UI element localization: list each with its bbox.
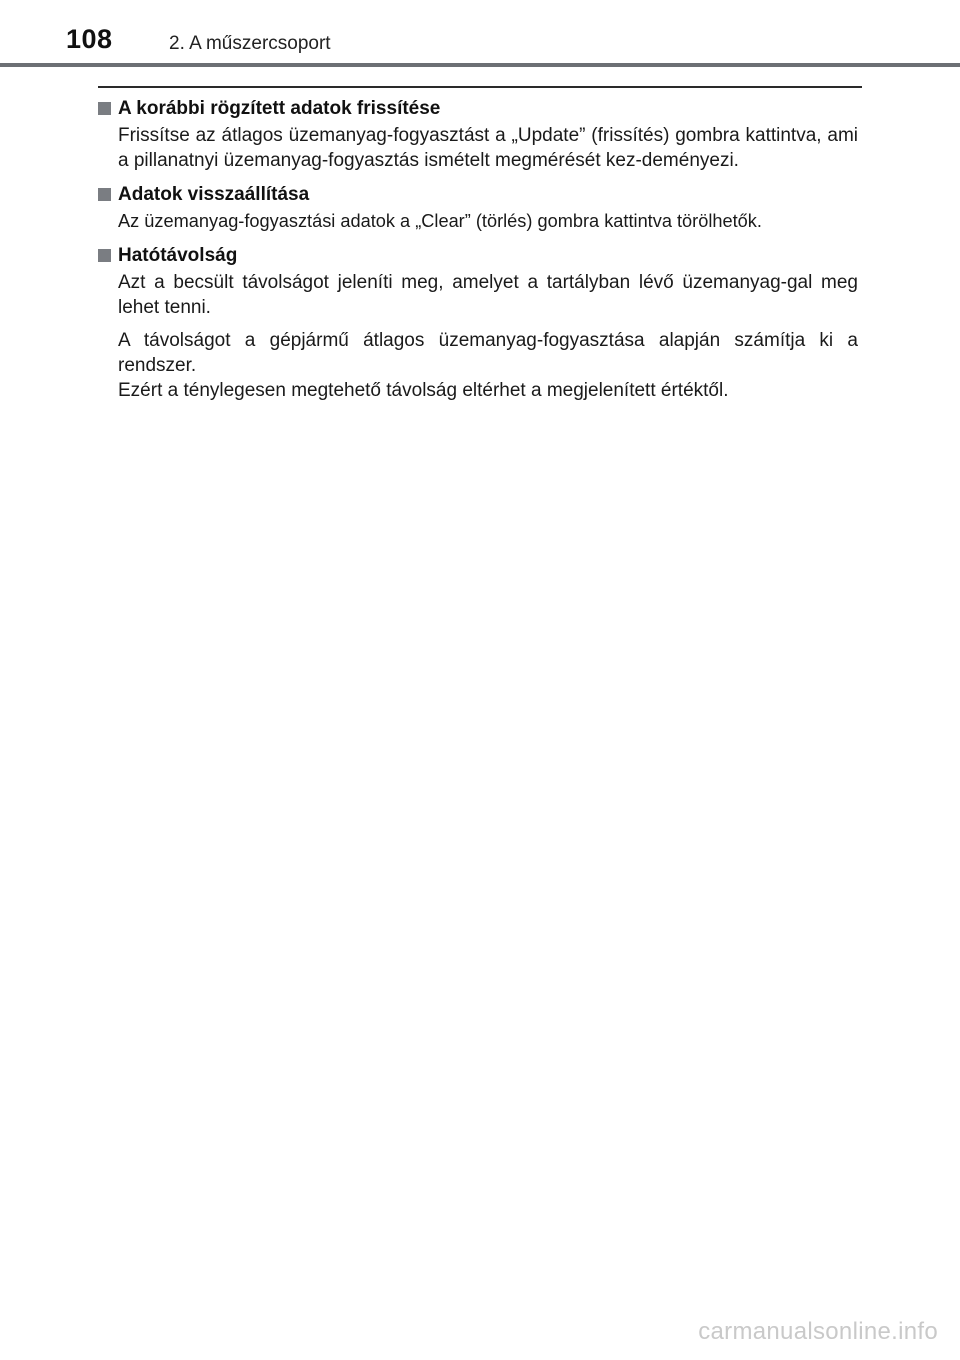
section-heading-text: Adatok visszaállítása xyxy=(118,184,310,205)
section-heading xyxy=(98,243,858,268)
page-header xyxy=(0,0,960,68)
page-number: 108 xyxy=(66,24,113,54)
square-bullet-icon xyxy=(98,188,111,201)
section-range xyxy=(98,243,858,403)
section-paragraph: A távolságot a gépjármű átlagos üzemanyag-fogyasztása alapján számítja ki a rendszer. xyxy=(118,330,858,376)
chapter-title: 2. A műszercsoport xyxy=(169,33,331,54)
section-paragraph: Azt a becsült távolságot jeleníti meg, amelyet a tartályban lévő üzemanyag-gal meg lehet tenni. xyxy=(118,272,858,318)
section-paragraph: Frissítse az átlagos üzemanyag-fogyasztást a „Update” (frissítés) gombra kattintva, ami a pillanatnyi üzemanyag-fogyasztás ismételt megmérését kez-deményezi. xyxy=(118,125,858,171)
section-paragraph: Az üzemanyag-fogyasztási adatok a „Clear” (törlés) gombra kattintva törölhetők. xyxy=(118,211,762,231)
section-paragraph: Ezért a ténylegesen megtehető távolság eltérhet a megjelenített értéktől. xyxy=(118,380,729,401)
section-heading-text: Hatótávolság xyxy=(118,245,238,266)
section-heading xyxy=(98,96,858,121)
square-bullet-icon xyxy=(98,102,111,115)
watermark-text: carmanualsonline.info xyxy=(698,1318,938,1345)
section-heading xyxy=(98,182,858,207)
section-reset xyxy=(98,182,858,234)
section-update xyxy=(98,96,858,173)
header-divider xyxy=(0,63,960,67)
square-bullet-icon xyxy=(98,249,111,262)
page-content xyxy=(98,96,858,412)
section-divider xyxy=(98,86,862,88)
section-heading-text: A korábbi rögzített adatok frissítése xyxy=(118,98,441,119)
